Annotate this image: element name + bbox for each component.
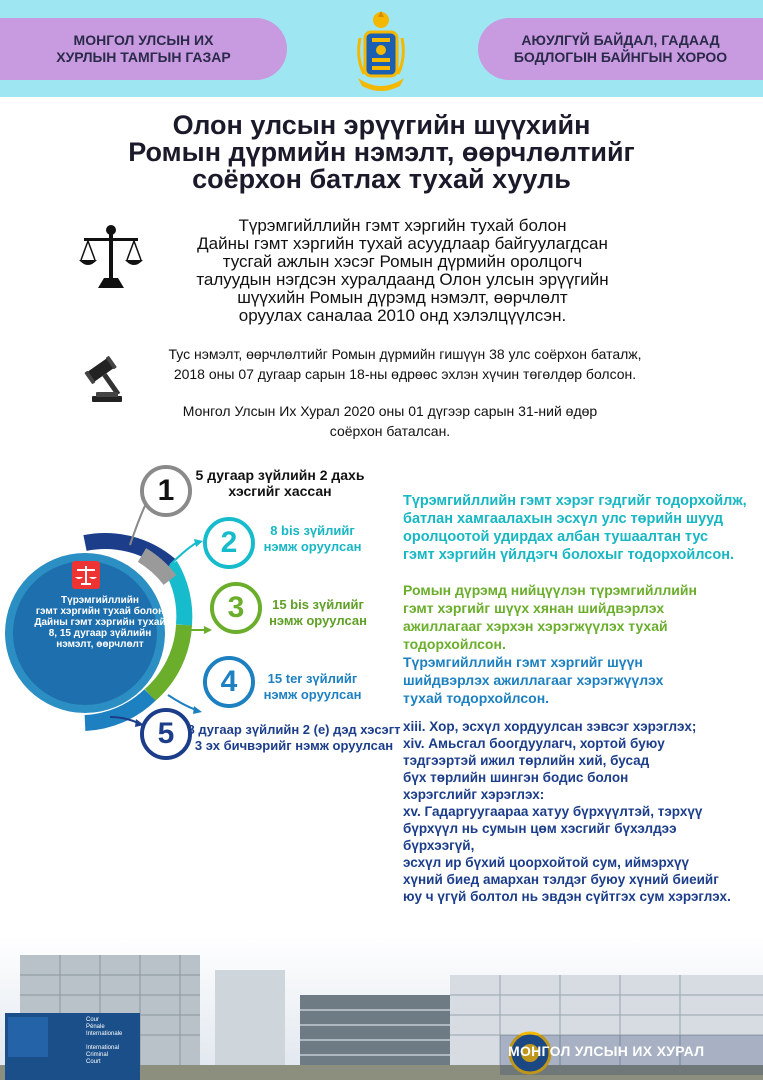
diagram-center-text: Түрэмгийллийн гэмт хэргийн тухай болон Дайны гэмт хэргийн тухай 8, 15 дугаар зүйлийн нэмэлт, өөрчлөлт <box>34 595 166 650</box>
step-4-label: 15 ter зүйлийг нэмж оруулсан <box>263 671 362 702</box>
header-right-text: АЮУЛГҮЙ БАЙДАЛ, ГАДААД БОДЛОГЫН БАЙНГЫН ХОРОО <box>513 32 728 65</box>
ratification-paragraph: Тус нэмэлт, өөрчлөлтийг Ромын дүрмийн гишүүн 38 улс соёрхон баталж, 2018 оны 07 дугаар сарын 18-ны өдрөөс эхлэн хүчин төгөлдөр болсон. <box>168 346 642 382</box>
icc-sign-text: Cour Pénale Internationale International Criminal Court <box>86 1017 123 1065</box>
step-2-label: 8 bis зүйлийг нэмж оруулсан <box>263 523 362 554</box>
page-title: Олон улсын эрүүгийн шүүхийн Ромын дүрмийн нэмэлт, өөрчлөлтийг соёрхон батлах тухай хууль <box>128 110 635 194</box>
soyombo-emblem-icon <box>352 8 410 92</box>
step-2-number: 2 <box>207 521 251 565</box>
step-3-number: 3 <box>214 586 258 630</box>
step-1-label: 5 дугаар зүйлийн 2 дахь хэсгийг хассан <box>195 467 365 499</box>
step-5-label: 8 дугаар зүйлийн 2 (е) дэд хэсэгт 3 эх бичвэрийг нэмж оруулсан <box>187 722 401 753</box>
mongolia-ratification-paragraph: Монгол Улсын Их Хурал 2020 оны 01 дүгээр сарын 31-ний өдөр соёрхон баталсан. <box>182 403 598 439</box>
intro-paragraph: Түрэмгийллийн гэмт хэргийн тухай болон Дайны гэмт хэргийн тухай асуудлаар байгуулагдсан тусгай ажлын хэсэг Ромын дүрмийн оролцогч талуудын нэгдсэн хуралдаанд Олон улсын эрүүгийн шүүхийн Ромын дүрэмд нэмэлт, өөрчлөлт оруулах саналаа 2010 онд хэлэлцүүлсэн. <box>196 216 609 325</box>
step-3-label: 15 bis зүйлийг нэмж оруулсан <box>269 597 367 628</box>
step-1-number: 1 <box>144 469 188 513</box>
weapons-list: xiii. Хор, эсхүл хордуулсан зэвсэг хэрэглэх; xiv. Амьсгал боогдуулагч, хортой буюу тэдгээртэй ижил төрлийн хий, бусад бүх төрлийн шингэн бодис болон хэрэгслийг хэрэглэх: xv. Гадаргуугаараа хатуу бүрхүүлтэй, тэрхүү бүрхүүл нь сумын цөм хэсгийг бүхэлдээ бүрхээгүй, эсхүл ир бүхий цоорхойтой сум, иймэрхүү хүний биед амархан тэлдэг буюу хүний биеийг юу ч үгүй болтол нь эвдэн сүйтгэх сум хэрэглэх. <box>403 719 731 904</box>
header-right-pill <box>478 18 763 80</box>
header-left-pill <box>0 18 287 80</box>
scales-icon <box>78 222 144 290</box>
definition-block-1: Түрэмгийллийн гэмт хэрэг гэдгийг тодорхойлж, батлан хамгаалахын эсхүл улс төрийн шууд оролцоотой удирдах албан тушаалтан тус гэмт хэргийн үйлдэгч болохыг тодорхойлсон. <box>403 493 747 563</box>
gavel-icon <box>78 356 134 406</box>
parliament-label: МОНГОЛ УЛСЫН ИХ ХУРАЛ <box>508 1043 705 1059</box>
header-left-text: МОНГОЛ УЛСЫН ИХ ХУРЛЫН ТАМГЫН ГАЗАР <box>56 32 231 65</box>
definition-block-2: Ромын дүрэмд нийцүүлэн түрэмгийллийн гэмт хэргийг шүүх хянан шийдвэрлэх ажиллагааг хэрхэн хэрэгжүүлэх тухай тодорхойлсон. <box>403 582 697 652</box>
definition-block-3: Түрэмгийллийн гэмт хэргийг шүүн шийдвэрлэх ажиллагааг хэрэгжүүлэх тухай тодорхойлсон. <box>403 654 664 706</box>
step-5-number: 5 <box>144 712 188 756</box>
step-4-number: 4 <box>207 660 251 704</box>
